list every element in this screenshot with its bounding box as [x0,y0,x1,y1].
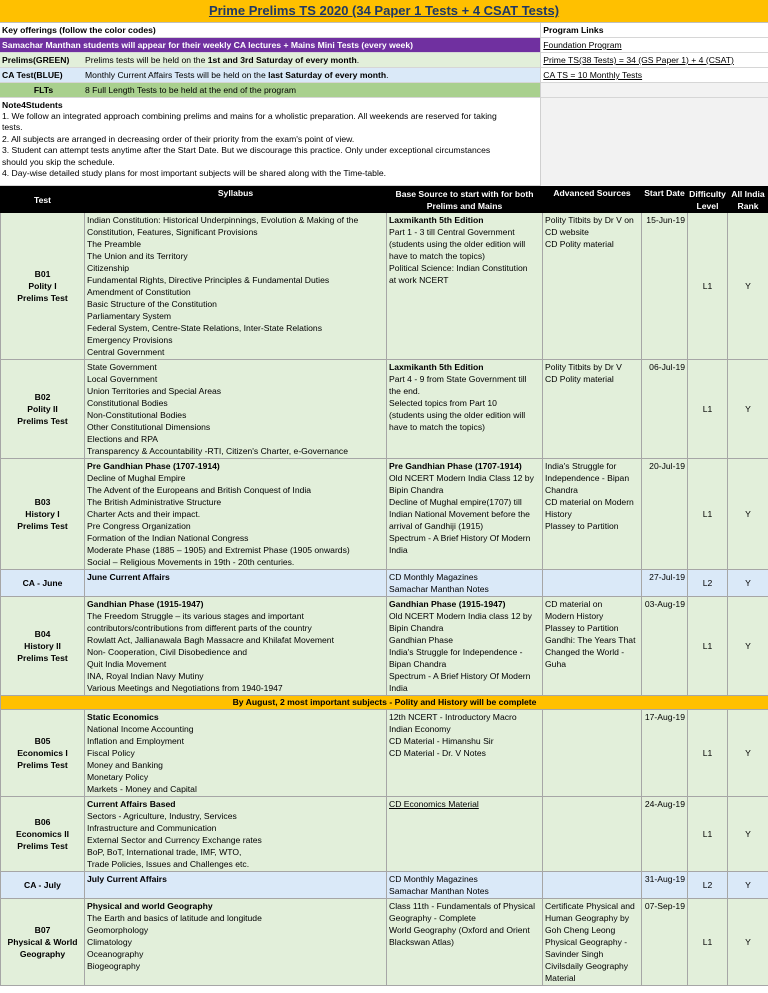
adv-line: CD Polity material [545,374,614,384]
table-row [1,597,768,696]
adv-line: Gandhi: The Years That [545,635,636,645]
adv-line: Goh Cheng Leong [545,925,616,935]
syllabus-line: The Advent of the Europeans and British Conquest of India [87,485,312,495]
base-line: Samachar Manthan Notes [389,584,489,594]
syllabus-line: The Earth and basics of latitude and longitude [87,913,262,923]
start-date: 24-Aug-19 [642,797,688,872]
base-source-cell [387,899,543,986]
all-india-rank: Y [728,570,768,597]
test-line: B06 [34,817,51,827]
test-line: Economics I [17,748,68,758]
start-date: 06-Jul-19 [642,360,688,459]
syllabus-line: Gandhian Phase (1915-1947) [87,599,204,609]
adv-line: India's Struggle for [545,461,617,471]
base-line: Gandhian Phase [389,635,454,645]
adv-line: Certificate Physical and [545,901,635,911]
start-date: 27-Jul-19 [642,570,688,597]
base-line: Old NCERT Modern India class 12 by [389,611,532,621]
table-row [1,459,768,570]
flt-label: FLTs [33,85,54,95]
syllabus-line: The British Administrative Structure [87,497,222,507]
start-date: 15-Jun-19 [642,213,688,360]
start-date: 31-Aug-19 [642,872,688,899]
base-line: (students using the older edition will [389,239,526,249]
prelims-label: Prelims(GREEN) [2,55,70,65]
syllabus-line: Emergency Provisions [87,335,173,345]
syllabus-line: Markets - Money and Capital [87,784,197,794]
syllabus-line: External Sector and Currency Exchange rates [87,835,262,845]
base-line: Political Science: Indian Constitution [389,263,528,273]
test-line: Polity I [28,281,57,291]
table-body [1,213,768,986]
test-line: Economics II [15,829,69,839]
syllabus-line: Non-Constitutional Bodies [87,410,187,420]
syllabus-cell [85,213,387,360]
syllabus-line: Biogeography [87,961,141,971]
table-row [1,360,768,459]
adv-line: Human Geography by [545,913,630,923]
syllabus-cell [85,360,387,459]
syllabus-line: Social – Religious Movements in 19th - 20th centuries. [87,557,295,567]
test-line: History I [25,509,60,519]
start-date: 17-Aug-19 [642,710,688,797]
syllabus-line: Citizenship [87,263,130,273]
header-difficulty: Difficulty Level [689,188,726,211]
all-india-rank: Y [728,797,768,872]
base-source-cell [387,459,543,570]
syllabus-line: contributors/contributions from different parts of the country [87,623,312,633]
syllabus-line: Elections and RPA [87,434,159,444]
test-name [1,570,85,597]
table-row [1,570,768,597]
syllabus-line: Constitutional Bodies [87,398,168,408]
base-line: Laxmikanth 5th Edition [389,362,484,372]
syllabus-line: Pre Congress Organization [87,521,191,531]
schedule-table [0,186,768,986]
syllabus-line: Climatology [87,937,132,947]
syllabus-line: Pre Gandhian Phase (1707-1914) [87,461,220,471]
syllabus-line: Monetary Policy [87,772,149,782]
test-line: Prelims Test [17,653,68,663]
base-line: Pre Gandhian Phase (1707-1914) [389,461,522,471]
syllabus-line: Fiscal Policy [87,748,135,758]
base-line: Old NCERT Modern India Class 12 by [389,473,534,483]
test-line: History II [24,641,61,651]
base-line: India's Struggle for Independence - [389,647,523,657]
syllabus-line: Decline of Mughal Empire [87,473,186,483]
syllabus-line: Quit India Movement [87,659,167,669]
difficulty-level: L1 [688,459,728,570]
base-line: Samachar Manthan Notes [389,886,489,896]
base-line: Part 4 - 9 from State Government till [389,374,527,384]
syllabus-line: June Current Affairs [87,572,170,582]
syllabus-line: Inflation and Employment [87,736,184,746]
syllabus-line: Local Government [87,374,158,384]
base-source-cell [387,570,543,597]
base-line: Geography - Complete [389,913,476,923]
difficulty-level: L1 [688,899,728,986]
adv-line: CD website [545,227,589,237]
base-source-cell [387,872,543,899]
syllabus-line: Fundamental Rights, Directive Principles & Fundamental Duties [87,275,330,285]
syllabus-line: Static Economics [87,712,159,722]
test-line: B05 [34,736,51,746]
adv-line: Material [545,973,576,983]
advanced-sources-cell [543,899,642,986]
header-rank: All India Rank [728,187,768,213]
base-line: Indian National Movement before the [389,509,530,519]
note-line: 1. We follow an integrated approach combining prelims and mains for a wholistic preparation. All weekends are reserved for taking [2,111,497,121]
header-syllabus: Syllabus [85,187,387,213]
syllabus-line: The Preamble [87,239,141,249]
test-line: B03 [34,497,51,507]
advanced-sources-cell [543,710,642,797]
syllabus-line: Federal System, Centre-State Relations, Inter-State Relations [87,323,323,333]
syllabus-line: Various Meetings and Negotiations from 1940-1947 [87,683,283,693]
note-line: 3. Student can attempt tests anytime after the Start Date. But we discourage this practice. Only under exceptional circumstances [2,145,491,156]
notes-side [540,98,768,186]
program-link-foundation[interactable]: Foundation Program [541,38,768,53]
program-links-heading: Program Links [541,23,768,38]
base-line: CD Material - Himanshu Sir [389,736,494,746]
note-line: tests. [2,122,23,133]
table-row [1,710,768,797]
syllabus-line: BoP, BoT, International trade, IMF, WTO, [87,847,242,857]
adv-line: Physical Geography - [545,937,628,947]
ca-row [0,68,540,83]
prelims-row [0,53,540,68]
difficulty-level: L1 [688,213,728,360]
syllabus-line: Moderate Phase (1885 – 1905) and Extremist Phase (1905 onwards) [87,545,350,555]
base-line: Spectrum - A Brief History Of Modern [389,671,531,681]
syllabus-line: Amendment of Constitution [87,287,191,297]
base-source-cell [387,710,543,797]
adv-line: Savinder Singh [545,949,604,959]
program-link-prime-ts[interactable]: Prime TS(38 Tests) = 34 (GS Paper 1) + 4 (CSAT) [541,53,768,68]
adv-line: CD Polity material [545,239,614,249]
syllabus-line: Sectors - Agriculture, Industry, Services [87,811,237,821]
base-line: have to match the topics) [389,422,486,432]
syllabus-line: July Current Affairs [87,874,167,884]
base-line: Gandhian Phase (1915-1947) [389,599,506,609]
banner-text: By August, 2 most important subjects - Polity and History will be complete [1,696,768,710]
test-name [1,899,85,986]
test-name [1,360,85,459]
syllabus-cell [85,797,387,872]
program-links [540,23,768,98]
base-line: (students using the older edition will [389,410,526,420]
base-line: India [389,545,408,555]
adv-line: Plassey to Partition [545,623,619,633]
program-link-ca-ts[interactable]: CA TS = 10 Monthly Tests [541,68,768,83]
test-line: Prelims Test [17,293,68,303]
test-line: B07 [34,925,51,935]
start-date: 07-Sep-19 [642,899,688,986]
note-line: 2. All subjects are arranged in decreasing order of their priority from the exam's point of view. [2,133,355,144]
syllabus-line: Basic Structure of the Constitution [87,299,217,309]
syllabus-line: Indian Constitution: Historical Underpinnings, Evolution & Making of the [87,215,359,225]
base-line: CD Material - Dr. V Notes [389,748,486,758]
syllabus-line: Charter Acts and their impact. [87,509,201,519]
adv-line: CD material on Modern [545,497,634,507]
prelims-text: Prelims tests will be held on the 1st and 3rd Saturday of every month. [85,55,360,65]
notes-box [0,98,540,186]
start-date: 20-Jul-19 [642,459,688,570]
adv-line: History [545,509,572,519]
adv-line: Civilsdaily Geography [545,961,629,971]
test-name [1,797,85,872]
adv-line: Independence - Bipan [545,473,630,483]
base-line: CD Monthly Magazines [389,874,478,884]
base-line: Decline of Mughal empire(1707) till [389,497,522,507]
base-line: Blackswan Atlas) [389,937,454,947]
base-line: 12th NCERT - Introductory Macro [389,712,517,722]
syllabus-line: Formation of the Indian National Congress [87,533,249,543]
base-line: CD Monthly Magazines [389,572,478,582]
syllabus-cell [85,597,387,696]
test-line: B02 [34,392,51,402]
base-line: Bipan Chandra [389,659,447,669]
syllabus-line: Transparency & Accountability -RTI, Citizen's Charter, e-Governance [87,446,348,456]
base-source-cell [387,360,543,459]
all-india-rank: Y [728,710,768,797]
info-panel [0,23,768,98]
adv-line: Chandra [545,485,578,495]
note-line: 4. Day-wise detailed study plans for most important subjects will be shared along with the Time-table. [2,168,387,179]
syllabus-line: Geomorphology [87,925,149,935]
base-line: the end. [389,386,421,396]
syllabus-line: The Union and its Territory [87,251,188,261]
syllabus-line: Parliamentary System [87,311,172,321]
advanced-sources-cell [543,570,642,597]
flt-text: 8 Full Length Tests to be held at the end of the program [85,85,297,95]
notes-heading: Note4Students [2,100,63,110]
advanced-sources-cell [543,797,642,872]
syllabus-line: The Freedom Struggle – its various stages and important [87,611,304,621]
test-line: Prelims Test [17,841,68,851]
test-line: CA - June [22,578,63,588]
adv-line: CD material on [545,599,603,609]
table-row [1,213,768,360]
table-row [1,872,768,899]
header-start-date: Start Date [642,187,688,213]
syllabus-line: State Government [87,362,157,372]
base-source-cell [387,213,543,360]
syllabus-line: Central Government [87,347,165,357]
syllabus-line: Trade Policies, Issues and Challenges etc. [87,859,250,869]
all-india-rank: Y [728,459,768,570]
syllabus-line: National Income Accounting [87,724,194,734]
advanced-sources-cell [543,360,642,459]
table-row [1,797,768,872]
start-date: 03-Aug-19 [642,597,688,696]
adv-line: Changed the World - [545,647,625,657]
difficulty-level: L1 [688,797,728,872]
base-line: Laxmikanth 5th Edition [389,215,484,225]
base-line: Bipin Chandra [389,485,444,495]
base-line: Part 1 - 3 till Central Government [389,227,515,237]
table-header [1,187,768,213]
syllabus-line: Union Territories and Special Areas [87,386,222,396]
base-line: at work NCERT [389,275,449,285]
base-line: Selected topics from Part 10 [389,398,497,408]
syllabus-line: Constitution, Features, Significant Provisions [87,227,258,237]
syllabus-line: Rowlatt Act, Jallianawala Bagh Massacre and Khilafat Movement [87,635,334,645]
header-base-source: Base Source to start with for both Prelims and Mains [387,187,543,213]
base-line: World Geography (Oxford and Orient [389,925,530,935]
difficulty-level: L2 [688,570,728,597]
adv-line: Modern History [545,611,604,621]
flt-row [0,83,540,98]
adv-line: Polity Titbits by Dr V [545,362,622,372]
syllabus-cell [85,710,387,797]
base-line: Spectrum - A Brief History Of Modern [389,533,531,543]
syllabus-cell [85,899,387,986]
page-title: Prime Prelims TS 2020 (34 Paper 1 Tests + 4 CSAT Tests) [0,0,768,23]
syllabus-cell [85,459,387,570]
advanced-sources-cell [543,597,642,696]
test-line: B01 [34,269,51,279]
test-name [1,597,85,696]
difficulty-level: L1 [688,597,728,696]
difficulty-level: L2 [688,872,728,899]
base-source-cell [387,797,543,872]
all-india-rank: Y [728,360,768,459]
base-source-cell [387,597,543,696]
test-line: Prelims Test [17,521,68,531]
adv-line: Polity Titbits by Dr V on [545,215,634,225]
base-line: have to match the topics) [389,251,486,261]
syllabus-line: INA, Royal Indian Navy Mutiny [87,671,204,681]
note-line: should you skip the schedule. [2,156,115,167]
advanced-sources-cell [543,459,642,570]
base-line: Bipin Chandra [389,623,444,633]
syllabus-line: Physical and world Geography [87,901,213,911]
header-advanced-sources: Advanced Sources [543,187,642,213]
test-name [1,213,85,360]
notes-panel [0,98,768,186]
syllabus-line: Oceanography [87,949,144,959]
adv-line: Guha [545,659,567,669]
all-india-rank: Y [728,872,768,899]
test-line: Prelims Test [17,760,68,770]
base-line: Class 11th - Fundamentals of Physical [389,901,536,911]
table-row [1,899,768,986]
key-heading: Key offerings (follow the color codes) [0,23,540,38]
test-line: B04 [34,629,51,639]
base-line: arrival of Gandhiji (1915) [389,521,484,531]
test-name [1,872,85,899]
samachar-note: Samachar Manthan students will appear for their weekly CA lectures + Mains Mini Tests (every week) [0,38,540,53]
difficulty-level: L1 [688,710,728,797]
syllabus-line: Other Constitutional Dimensions [87,422,211,432]
test-line: Prelims Test [17,416,68,426]
header-test: Test [1,187,85,213]
test-line: Polity II [27,404,58,414]
syllabus-cell [85,872,387,899]
syllabus-cell [85,570,387,597]
ca-label: CA Test(BLUE) [2,70,63,80]
test-name [1,710,85,797]
syllabus-line: Non- Cooperation, Civil Disobedience and [87,647,248,657]
banner-row [1,696,768,710]
key-offerings [0,23,540,98]
advanced-sources-cell [543,872,642,899]
syllabus-line: Money and Banking [87,760,163,770]
program-links-spacer [541,83,768,98]
ca-text: Monthly Current Affairs Tests will be held on the last Saturday of every month. [85,70,389,80]
all-india-rank: Y [728,597,768,696]
test-line: CA - July [24,880,61,890]
syllabus-line: Current Affairs Based [87,799,176,809]
adv-line: Plassey to Partition [545,521,619,531]
test-line: Physical & World [7,937,78,947]
test-name [1,459,85,570]
syllabus-line: Infrastructure and Communication [87,823,217,833]
all-india-rank: Y [728,899,768,986]
base-line: CD Economics Material [389,799,479,809]
advanced-sources-cell [543,213,642,360]
base-line: Indian Economy [389,724,451,734]
difficulty-level: L1 [688,360,728,459]
all-india-rank: Y [728,213,768,360]
test-line: Geography [19,949,66,959]
base-line: India [389,683,408,693]
